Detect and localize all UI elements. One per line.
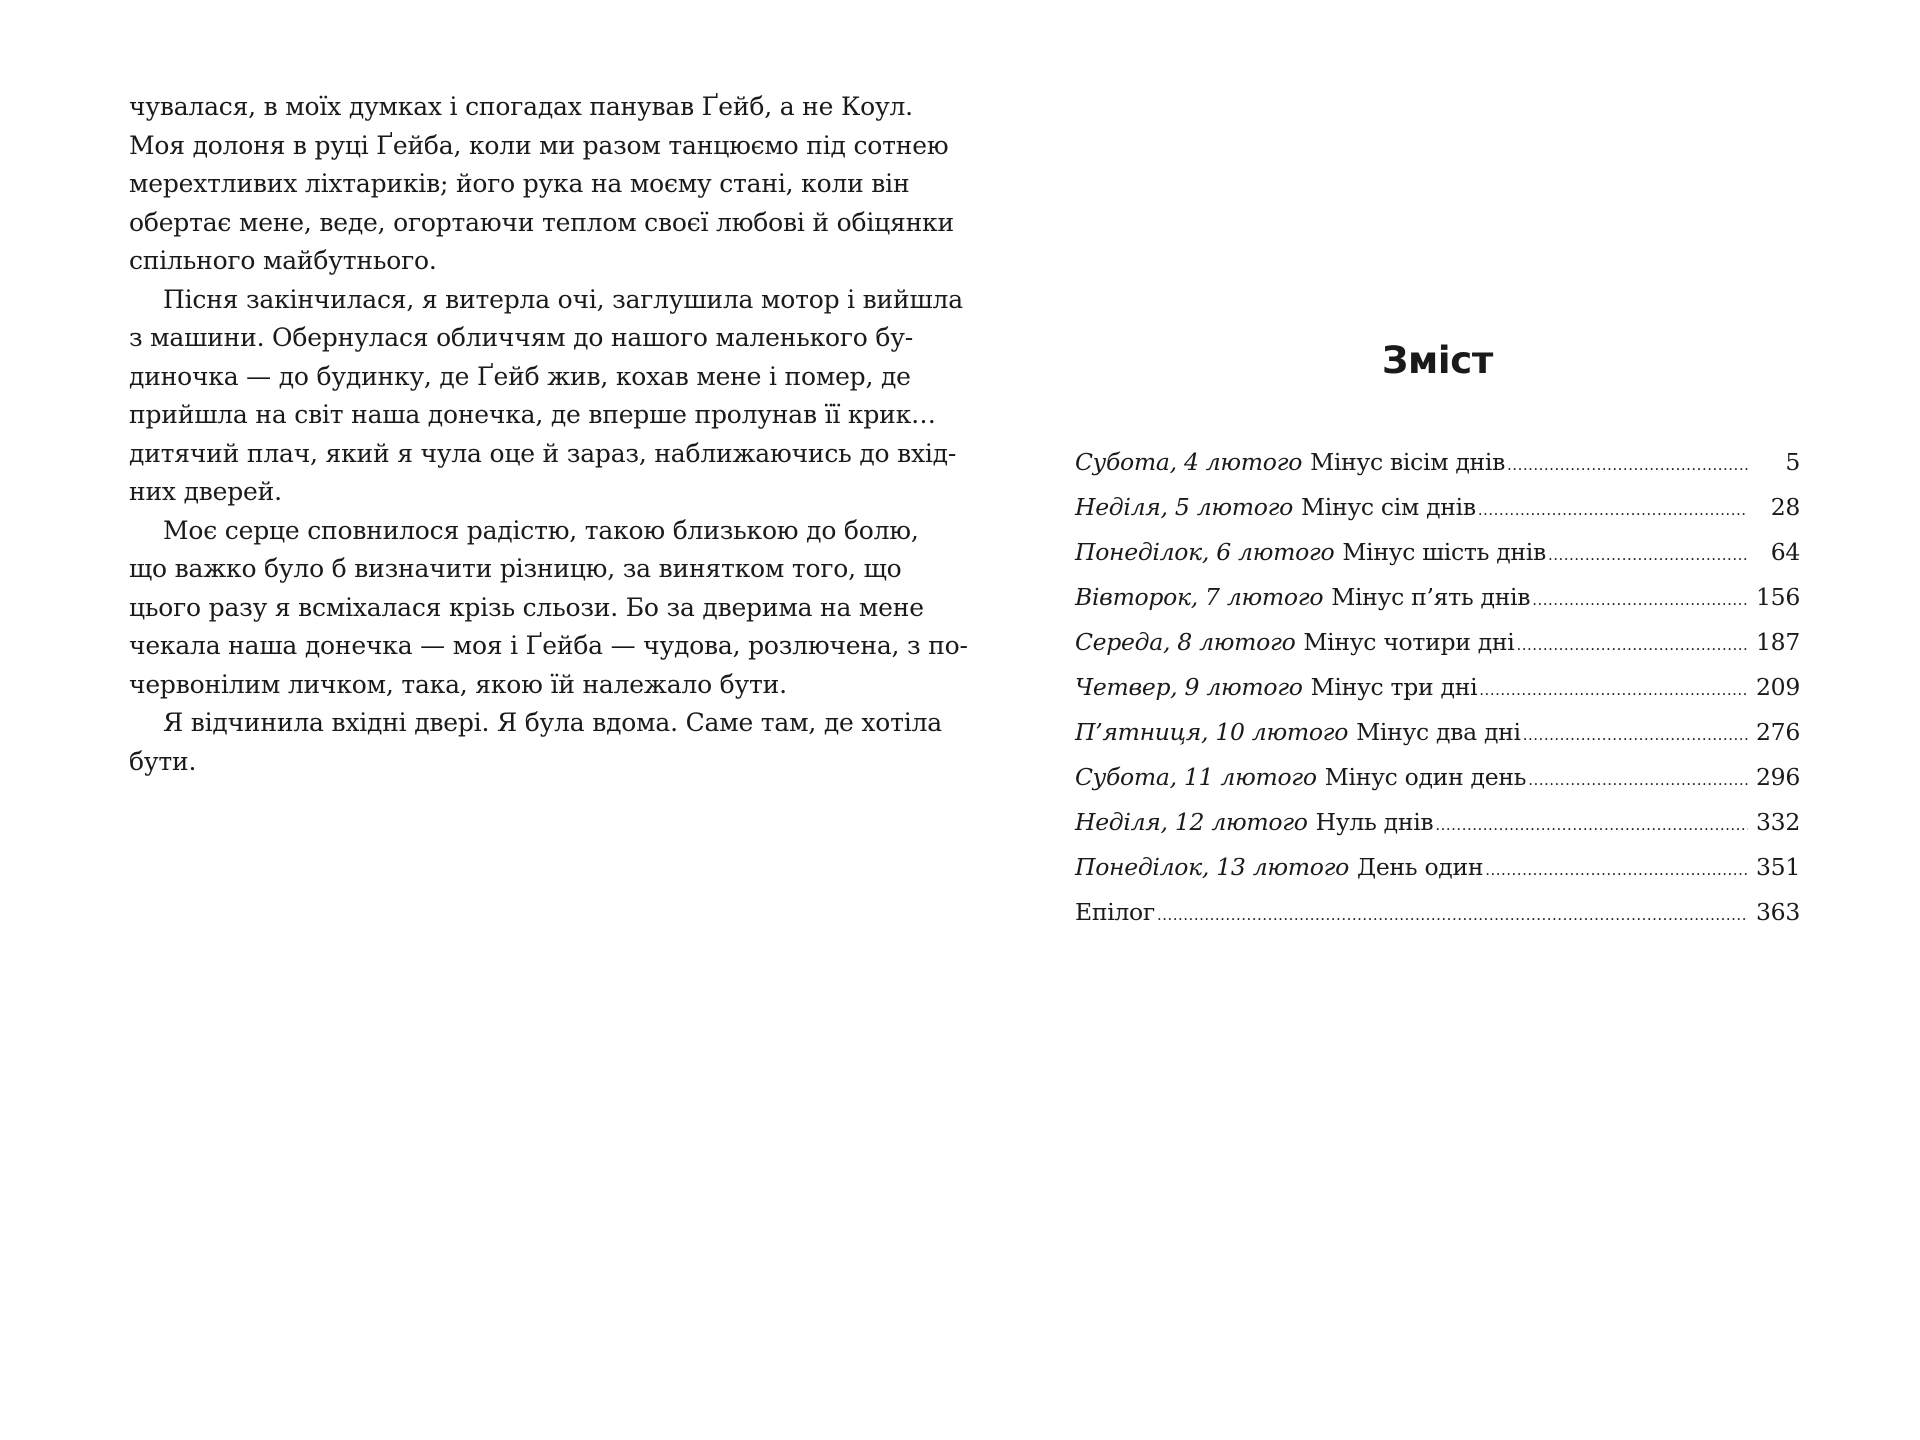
- dot-leader: [1528, 758, 1748, 803]
- paragraph: [129, 512, 968, 705]
- text-line: них дверей.: [129, 477, 282, 506]
- text-line: бути.: [129, 746, 197, 776]
- toc-entry[interactable]: [1075, 530, 1800, 575]
- toc-entry-day: Субота, 4 лютого: [1075, 448, 1303, 476]
- left-page: [129, 88, 968, 781]
- table-of-contents: [1075, 440, 1800, 935]
- paragraph: [129, 281, 963, 512]
- dot-leader: [1532, 578, 1748, 623]
- toc-entry-chapter: День один: [1357, 853, 1484, 881]
- toc-entry-page: 156: [1756, 583, 1800, 611]
- toc-entry-day: Понеділок, 13 лютого: [1075, 853, 1350, 881]
- dot-leader: [1435, 803, 1748, 848]
- toc-entry-chapter: Мінус п’ять днів: [1331, 583, 1531, 611]
- text-line: Моє серце сповнилося радістю, такою близькою до болю,: [163, 515, 919, 545]
- toc-entry-page: 296: [1756, 763, 1800, 791]
- text-line: чекала наша донечка — моя і Ґейба — чудова, розлючена, з по-: [129, 631, 968, 660]
- toc-entry-day: Четвер, 9 лютого: [1075, 673, 1303, 701]
- toc-entry[interactable]: [1075, 485, 1800, 530]
- toc-entry-chapter: Мінус три дні: [1310, 673, 1478, 701]
- dot-leader: [1548, 533, 1748, 578]
- toc-entry[interactable]: [1075, 845, 1800, 890]
- toc-entry-chapter: Епілог: [1075, 898, 1155, 926]
- toc-entry-chapter: Мінус сім днів: [1301, 493, 1476, 521]
- dot-leader: [1523, 713, 1748, 758]
- text-line: червонілим личком, така, якою їй належало бути.: [129, 669, 787, 699]
- toc-entry-day: Неділя, 12 лютого: [1075, 808, 1308, 836]
- toc-entry[interactable]: [1075, 800, 1800, 845]
- toc-entry-page: 28: [1770, 493, 1800, 521]
- toc-entry[interactable]: [1075, 710, 1800, 755]
- text-line: Пісня закінчилася, я витерла очі, заглушила мотор і вийшла: [163, 284, 963, 314]
- toc-entry-page: 209: [1756, 673, 1800, 701]
- toc-entry[interactable]: [1075, 440, 1800, 485]
- toc-entry-chapter: Мінус два дні: [1356, 718, 1521, 746]
- toc-entry-chapter: Мінус чотири дні: [1303, 628, 1515, 656]
- toc-entry-day: Вівторок, 7 лютого: [1075, 583, 1324, 611]
- toc-entry-day: Неділя, 5 лютого: [1075, 493, 1294, 521]
- toc-entry-page: 64: [1770, 538, 1800, 566]
- text-line: чувалася, в моїх думках і спогадах панував Ґейб, а не Коул.: [129, 92, 913, 121]
- text-line: дитячий плач, який я чула оце й зараз, наближаючись до вхід-: [129, 438, 957, 468]
- text-line: прийшла на світ наша донечка, де вперше пролунав її крик…: [129, 400, 936, 429]
- text-line: Моя долоня в руці Ґейба, коли ми разом танцюємо під сотнею: [129, 130, 949, 160]
- text-line: диночка — до будинку, де Ґейб жив, кохав мене і помер, де: [129, 361, 911, 391]
- toc-entry-page: 5: [1785, 448, 1800, 476]
- toc-entry-page: 187: [1756, 628, 1800, 656]
- toc-entry-day: П’ятниця, 10 лютого: [1075, 718, 1349, 746]
- paragraph: [129, 88, 954, 281]
- text-line: мерехтливих ліхтариків; його рука на моєму стані, коли він: [129, 169, 910, 198]
- toc-entry-page: 363: [1756, 898, 1800, 926]
- text-line: з машини. Обернулася обличчям до нашого маленького бу-: [129, 323, 913, 352]
- toc-entry-chapter: Мінус вісім днів: [1310, 448, 1506, 476]
- toc-entry-day: Середа, 8 лютого: [1075, 628, 1296, 656]
- dot-leader: [1478, 488, 1748, 533]
- toc-entry[interactable]: [1075, 575, 1800, 620]
- toc-entry-chapter: Нуль днів: [1315, 808, 1434, 836]
- toc-entry[interactable]: [1075, 755, 1800, 800]
- toc-entry-chapter: Мінус шість днів: [1342, 538, 1546, 566]
- toc-entry-page: 351: [1756, 853, 1800, 881]
- toc-entry-chapter: Мінус один день: [1324, 763, 1527, 791]
- dot-leader: [1157, 893, 1748, 938]
- dot-leader: [1479, 668, 1748, 713]
- text-line: Я відчинила вхідні двері. Я була вдома. Саме там, де хотіла: [163, 708, 942, 737]
- toc-entry-day: Субота, 11 лютого: [1075, 763, 1317, 791]
- text-line: цього разу я всміхалася крізь сльози. Бо за дверима на мене: [129, 592, 924, 622]
- toc-entry-page: 276: [1756, 718, 1800, 746]
- toc-entry-day: Понеділок, 6 лютого: [1075, 538, 1335, 566]
- dot-leader: [1507, 443, 1748, 488]
- text-line: спільного майбутнього.: [129, 246, 437, 275]
- toc-entry-page: 332: [1756, 808, 1800, 836]
- toc-entry[interactable]: [1075, 620, 1800, 665]
- text-line: що важко було б визначити різницю, за винятком того, що: [129, 554, 902, 583]
- dot-leader: [1485, 848, 1748, 893]
- toc-entry-epilogue[interactable]: [1075, 890, 1800, 935]
- text-line: обертає мене, веде, огортаючи теплом своєї любові й обіцянки: [129, 207, 954, 237]
- toc-entry[interactable]: [1075, 665, 1800, 710]
- paragraph: [129, 704, 942, 781]
- toc-title: Зміст: [1381, 339, 1494, 382]
- dot-leader: [1517, 623, 1749, 668]
